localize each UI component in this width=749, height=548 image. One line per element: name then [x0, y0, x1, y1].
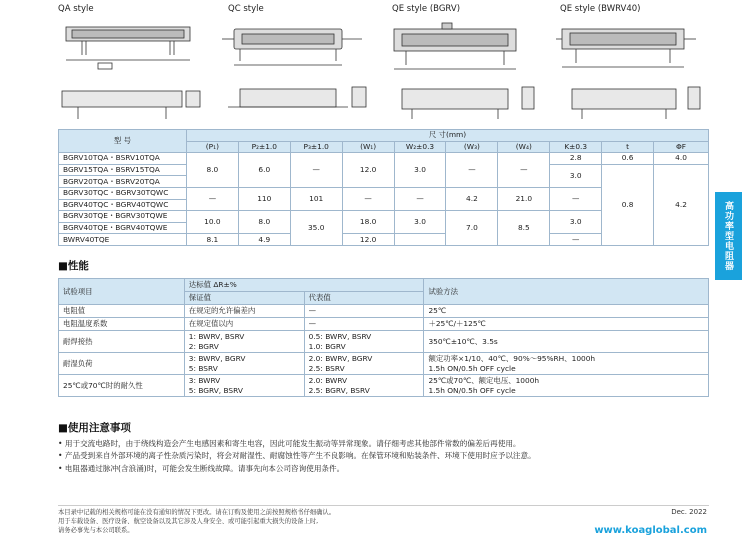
value-cell: 8.0	[238, 211, 290, 234]
value-cell: 8.0	[186, 153, 238, 188]
test-method-cell-line: ＋25℃/＋125℃	[428, 319, 486, 329]
value-cell: —	[550, 234, 602, 246]
col-p2-header: P₂±1.0	[238, 141, 290, 153]
model-cell: BGRV40TQE・BGRV40TQWE	[59, 222, 187, 234]
col-f-header: ΦF	[654, 141, 709, 153]
typical-cell-line: —	[308, 319, 317, 329]
value-cell: 35.0	[290, 211, 342, 246]
performance-title: ■性能	[58, 260, 89, 272]
value-cell: —	[446, 153, 498, 188]
value-cell: 4.0	[654, 153, 709, 165]
value-cell: 6.0	[238, 153, 290, 188]
model-cell: BGRV30TQE・BGRV30TQWE	[59, 211, 187, 223]
qc-style-label: QC style	[228, 4, 264, 14]
model-cell: BGRV20TQA・BSRV20TQA	[59, 176, 187, 188]
typical-cell-line: —	[308, 306, 317, 316]
qe-bwrv40-drawing	[556, 15, 706, 123]
guarantee-cell	[184, 331, 304, 353]
typical-cell-line: 2.5: BGRV, BSRV	[308, 385, 370, 395]
col-w1-header: (W₁)	[342, 141, 394, 153]
guarantee-cell	[184, 375, 304, 397]
footer-date: Dec. 2022	[671, 508, 707, 516]
typical-cell	[304, 331, 424, 353]
guarantee-cell-line: 在规定值以内	[188, 319, 234, 329]
value-cell: 2.8	[550, 153, 602, 165]
value-cell: 0.6	[602, 153, 654, 165]
typical-cell-line: 1.0: BGRV	[308, 341, 346, 351]
table-row	[59, 375, 709, 397]
performance-table	[58, 278, 709, 397]
typical-cell	[304, 353, 424, 375]
value-cell: 3.0	[550, 211, 602, 234]
model-header: 型 号	[59, 130, 187, 153]
footer-line: 本目录中记载的相关规格可能在没有通知的情况下更改。请在订购及使用之前按照规格书仔细确认。	[58, 509, 336, 516]
test-item-cell: 电阻值	[59, 305, 185, 318]
footer-line: 用于车载设备、医疗设备、航空设备以及其它涉及人身安全、或可能引起重大损失的设备上时,	[58, 518, 319, 525]
guarantee-cell-line: 1: BWRV, BSRV	[188, 332, 245, 342]
value-cell: 4.9	[238, 234, 290, 246]
typical-cell	[304, 375, 424, 397]
typical-cell-line: 0.5: BWRV, BSRV	[308, 332, 372, 342]
typical-cell-line: 2.5: BSRV	[308, 363, 345, 373]
value-cell	[394, 234, 446, 246]
col-k-header: K±0.3	[550, 141, 602, 153]
test-item-cell: 耐湿负荷	[59, 353, 185, 375]
value-cell: 10.0	[186, 211, 238, 234]
model-cell: BGRV10TQA・BSRV10TQA	[59, 153, 187, 165]
typical-cell	[304, 305, 424, 318]
guarantee-header: 保证值	[184, 292, 304, 305]
table-row	[59, 305, 709, 318]
guarantee-cell-line: 在规定的允许偏差内	[188, 306, 256, 316]
typical-cell-line: 2.0: BWRV, BGRV	[308, 354, 373, 364]
test-method-cell-line: 额定功率×1/10、40℃、90%～95%RH、1000h	[428, 354, 596, 364]
value-cell: 4.2	[654, 164, 709, 245]
range-header: 达标值 ΔR±%	[184, 279, 424, 292]
value-cell: 7.0	[446, 211, 498, 246]
list-item: • 产品受到来自外部环境的离子性杂质污染时，将会对耐湿性、耐腐蚀性等产生不良影响。在保管环境和贴装条件、环境下使用时应予以注意。	[58, 451, 536, 461]
footer-divider	[58, 505, 709, 506]
value-cell: 12.0	[342, 153, 394, 188]
test-method-cell-line: 1.5h ON/0.5h OFF cycle	[428, 363, 516, 373]
guarantee-cell	[184, 305, 304, 318]
test-method-cell	[424, 331, 709, 353]
dimension-table	[58, 129, 709, 246]
test-method-cell-line: 25℃或70℃、额定电压、1000h	[428, 376, 540, 386]
dimension-header: 尺 寸(mm)	[186, 130, 708, 142]
qc-style-drawing	[222, 15, 372, 123]
test-method-cell	[424, 375, 709, 397]
col-w3-header: (W₃)	[446, 141, 498, 153]
precautions-title: ■使用注意事项	[58, 422, 131, 434]
table-row	[59, 331, 709, 353]
table-row	[59, 353, 709, 375]
value-cell: —	[394, 187, 446, 210]
test-item-header: 试验项目	[59, 279, 185, 305]
guarantee-cell	[184, 353, 304, 375]
model-cell: BWRV40TQE	[59, 234, 187, 246]
col-w2-header: W₂±0.3	[394, 141, 446, 153]
footer-disclaimer	[58, 508, 578, 535]
typical-header: 代表值	[304, 292, 424, 305]
test-method-cell-line: 25℃	[428, 306, 447, 316]
col-w4-header: (W₄)	[498, 141, 550, 153]
qe-bwrv40-style-label: QE style (BWRV40)	[560, 4, 641, 14]
value-cell: 3.0	[394, 211, 446, 234]
value-cell: 8.5	[498, 211, 550, 246]
test-method-cell-line: 350℃±10℃、3.5s	[428, 336, 498, 346]
test-item-cell: 耐焊接热	[59, 331, 185, 353]
value-cell: 110	[238, 187, 290, 210]
test-method-cell	[424, 305, 709, 318]
test-method-header: 试验方法	[424, 279, 709, 305]
qe-bgrv-style-label: QE style (BGRV)	[392, 4, 461, 14]
col-p3-header: P₃±1.0	[290, 141, 342, 153]
qe-bgrv-drawing	[388, 15, 538, 123]
guarantee-cell	[184, 318, 304, 331]
model-cell: BGRV40TQC・BGRV40TQWC	[59, 199, 187, 211]
guarantee-cell-line: 5: BSRV	[188, 363, 218, 373]
value-cell: 8.1	[186, 234, 238, 246]
model-cell: BGRV15TQA・BSRV15TQA	[59, 164, 187, 176]
precautions-list	[58, 438, 698, 475]
model-cell: BGRV30TQC・BGRV30TQWC	[59, 187, 187, 199]
value-cell: —	[498, 153, 550, 188]
guarantee-cell-line: 2: BGRV	[188, 341, 219, 351]
typical-cell	[304, 318, 424, 331]
list-item: • 电阻器通过脉冲(含浪涌)时，可能会发生断线故障。请事先向本公司咨询使用条件。	[58, 463, 345, 473]
value-cell: 21.0	[498, 187, 550, 210]
value-cell: —	[290, 153, 342, 188]
guarantee-cell-line: 3: BWRV	[188, 376, 221, 386]
table-row	[59, 153, 709, 165]
value-cell: 101	[290, 187, 342, 210]
guarantee-cell-line: 5: BGRV, BSRV	[188, 385, 243, 395]
category-side-tab[interactable]: 高功率型电阻器	[715, 192, 742, 280]
test-item-cell: 电阻温度系数	[59, 318, 185, 331]
value-cell: 12.0	[342, 234, 394, 246]
guarantee-cell-line: 3: BWRV, BGRV	[188, 354, 246, 364]
value-cell: 18.0	[342, 211, 394, 234]
typical-cell-line: 2.0: BWRV	[308, 376, 348, 386]
value-cell: —	[186, 187, 238, 210]
footer-line: 请务必事先与本公司联系。	[58, 527, 134, 534]
test-method-cell	[424, 318, 709, 331]
test-item-cell: 25℃或70℃时的耐久性	[59, 375, 185, 397]
value-cell: 3.0	[394, 153, 446, 188]
col-p1-header: (P₁)	[186, 141, 238, 153]
value-cell: 3.0	[550, 164, 602, 187]
qa-style-drawing	[58, 15, 208, 123]
value-cell: 0.8	[602, 164, 654, 245]
test-method-cell	[424, 353, 709, 375]
table-row	[59, 318, 709, 331]
website-link[interactable]: www.koaglobal.com	[594, 525, 707, 536]
col-t-header: t	[602, 141, 654, 153]
list-item: • 用于交流电路时，由于绕线构造会产生电感因素和寄生电容，因此可能发生振动等异常现象。请仔细考虑其他部件常数的偏差后再使用。	[58, 439, 521, 448]
value-cell: —	[342, 187, 394, 210]
value-cell: —	[550, 187, 602, 210]
test-method-cell-line: 1.5h ON/0.5h OFF cycle	[428, 385, 516, 395]
qa-style-label: QA style	[58, 4, 94, 14]
value-cell: 4.2	[446, 187, 498, 210]
